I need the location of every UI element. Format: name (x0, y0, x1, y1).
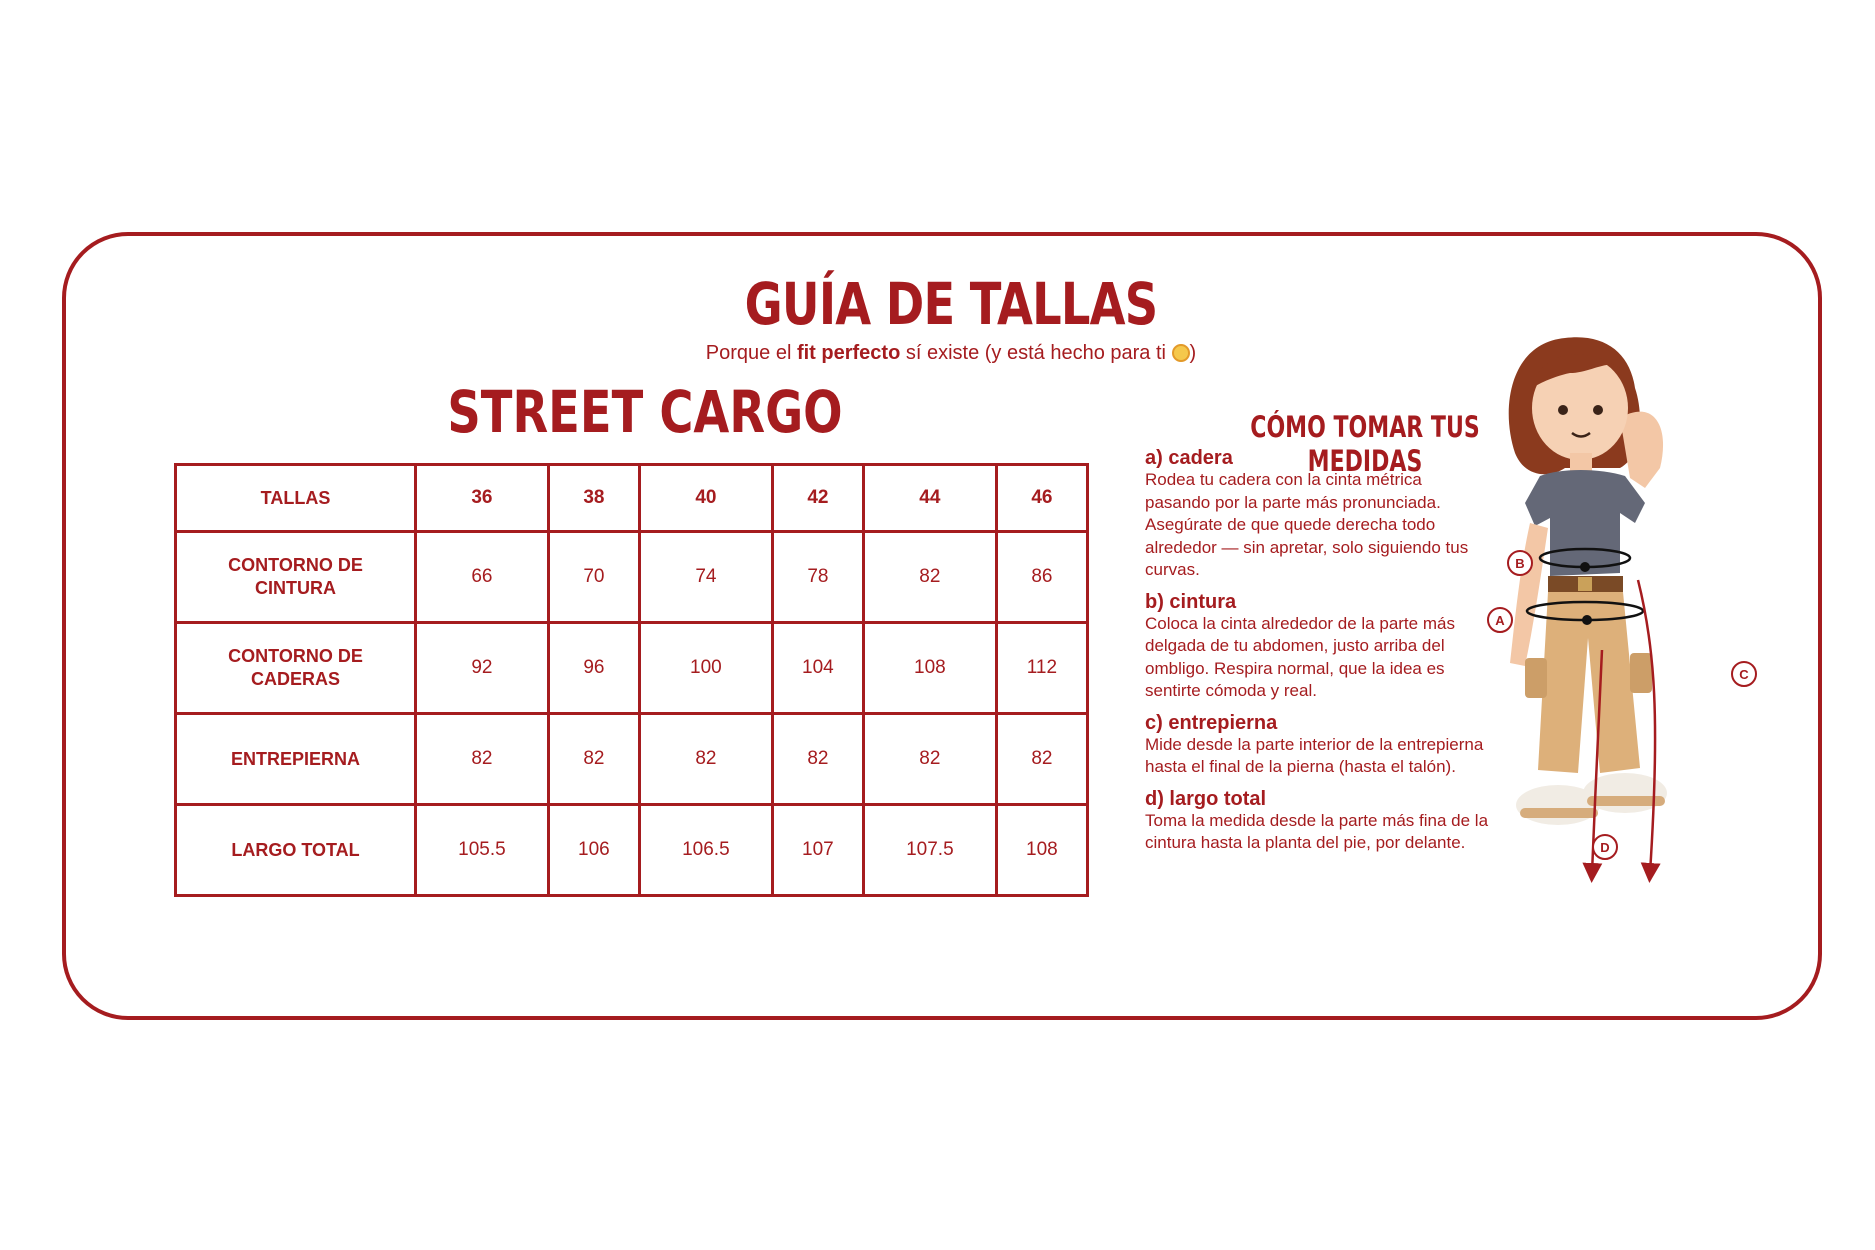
table-cell: 107.5 (863, 805, 996, 896)
table-cell: 108 (996, 805, 1087, 896)
table-cell: 70 (548, 532, 639, 623)
page-title: GUÍA DE TALLAS (744, 270, 1158, 338)
size-header: 44 (863, 465, 996, 532)
svg-text:B: B (1515, 556, 1525, 571)
row-label: CONTORNO DE CINTURA (176, 532, 416, 623)
step-text: Rodea tu cadera con la cinta métrica pasando por la parte más pronunciada. Asegúrate de que quede derecha todo alrededor — sin apretar, solo siguiendo tus curvas. (1145, 470, 1469, 579)
svg-text:D: D (1600, 840, 1610, 855)
step-heading: c) entrepierna (1145, 711, 1278, 734)
table-cell: 82 (996, 714, 1087, 805)
table-header-row (176, 465, 1088, 532)
measuring-figure-illustration (1470, 318, 1760, 988)
row-label: CONTORNO DE CADERAS (176, 623, 416, 714)
svg-text:C: C (1739, 667, 1749, 682)
size-header: 46 (996, 465, 1087, 532)
table-cell: 82 (863, 532, 996, 623)
size-header: 36 (416, 465, 549, 532)
table-row (176, 805, 1088, 896)
table-cell: 92 (416, 623, 549, 714)
table-cell: 106.5 (639, 805, 772, 896)
table-cell: 100 (639, 623, 772, 714)
product-name: STREET CARGO (447, 378, 843, 446)
marker-c (1732, 662, 1756, 686)
marker-b (1508, 551, 1532, 575)
table-cell: 74 (639, 532, 772, 623)
howto-title: CÓMO TOMAR TUS MEDIDAS (1250, 410, 1480, 478)
size-header: 40 (639, 465, 772, 532)
step-waist (1145, 591, 1490, 703)
row-label: ENTREPIERNA (176, 714, 416, 805)
page-subtitle: Porque el fit perfecto sí existe (y está hecho para ti ) (705, 342, 1197, 364)
table-cell: 104 (772, 623, 863, 714)
table-cell: 78 (772, 532, 863, 623)
step-text: Mide desde la parte interior de la entrepierna hasta el final de la pierna (hasta el talón). (1145, 734, 1484, 776)
step-total-length (1145, 788, 1490, 855)
table-row (176, 532, 1088, 623)
table-row (176, 623, 1088, 714)
step-text: Coloca la cinta alrededor de la parte más delgada de tu abdomen, justo arriba del ombligo. Respira normal, que la idea es sentirte cómoda y real. (1145, 613, 1455, 700)
size-table (174, 463, 1089, 897)
table-cell: 82 (639, 714, 772, 805)
table-cell: 105.5 (416, 805, 549, 896)
row-label: LARGO TOTAL (176, 805, 416, 896)
table-cell: 66 (416, 532, 549, 623)
marker-d (1593, 835, 1617, 859)
step-heading: d) largo total (1145, 787, 1267, 810)
table-cell: 108 (863, 623, 996, 714)
table-row (176, 714, 1088, 805)
table-cell: 96 (548, 623, 639, 714)
step-hip (1145, 447, 1490, 582)
table-cell: 106 (548, 805, 639, 896)
table-cell: 82 (416, 714, 549, 805)
table-cell: 86 (996, 532, 1087, 623)
size-header: 42 (772, 465, 863, 532)
howto-steps (1145, 447, 1490, 864)
step-heading: a) cadera (1145, 447, 1233, 469)
svg-text:A: A (1495, 613, 1505, 628)
size-header: 38 (548, 465, 639, 532)
table-cell: 82 (863, 714, 996, 805)
step-inseam (1145, 712, 1490, 779)
step-heading: b) cintura (1145, 590, 1237, 613)
table-cell: 107 (772, 805, 863, 896)
marker-a (1488, 608, 1512, 632)
sparkle-star-icon (1172, 344, 1190, 362)
step-text: Toma la medida desde la parte más fina de la cintura hasta la planta del pie, por delante. (1145, 810, 1489, 852)
table-cell: 112 (996, 623, 1087, 714)
table-cell: 82 (548, 714, 639, 805)
table-cell: 82 (772, 714, 863, 805)
table-header-label: TALLAS (176, 465, 416, 532)
